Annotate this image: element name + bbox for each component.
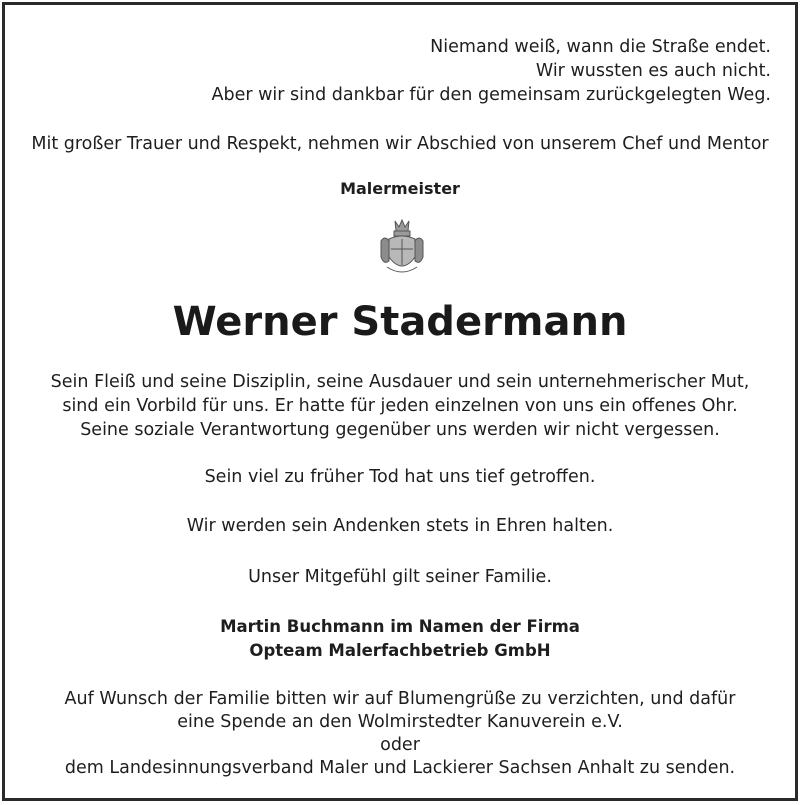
obituary-frame — [2, 2, 798, 801]
tribute-line: Seine soziale Verantwortung gegenüber uns werden wir nicht vergessen. — [80, 420, 720, 440]
coat-of-arms-icon — [377, 217, 427, 279]
request-line: eine Spende an den Wolmirstedter Kanuverein e.V. — [177, 712, 623, 732]
memory-line: Wir werden sein Andenken stets in Ehren halten. — [186, 516, 614, 536]
sympathy-line: Unser Mitgefühl gilt seiner Familie. — [248, 567, 552, 587]
intro-text: Mit großer Trauer und Respekt, nehmen wir Abschied von unserem Chef und Mentor — [31, 134, 769, 154]
motto — [212, 35, 772, 107]
death-line: Sein viel zu früher Tod hat uns tief getroffen. — [204, 467, 596, 487]
motto-line: Niemand weiß, wann die Straße endet. — [430, 37, 771, 57]
signature-line: Opteam Malerfachbetrieb GmbH — [249, 641, 551, 660]
motto-line: Wir wussten es auch nicht. — [535, 61, 771, 81]
request-line: oder — [380, 735, 420, 755]
signature — [5, 615, 795, 663]
donation-request — [5, 688, 795, 780]
tribute-line: sind ein Vorbild für uns. Er hatte für jeden einzelnen von uns ein offenes Ohr. — [62, 396, 738, 416]
deceased-name: Werner Stadermann — [172, 299, 628, 345]
tribute-line: Sein Fleiß und seine Disziplin, seine Ausdauer und sein unternehmerischer Mut, — [50, 372, 750, 392]
request-line: dem Landesinnungsverband Maler und Lackierer Sachsen Anhalt zu senden. — [64, 758, 736, 778]
signature-line: Martin Buchmann im Namen der Firma — [220, 617, 580, 636]
professional-title: Malermeister — [340, 179, 460, 198]
tribute-text — [5, 370, 795, 442]
request-line: Auf Wunsch der Familie bitten wir auf Blumengrüße zu verzichten, und dafür — [64, 689, 736, 709]
motto-line: Aber wir sind dankbar für den gemeinsam zurückgelegten Weg. — [211, 85, 771, 105]
